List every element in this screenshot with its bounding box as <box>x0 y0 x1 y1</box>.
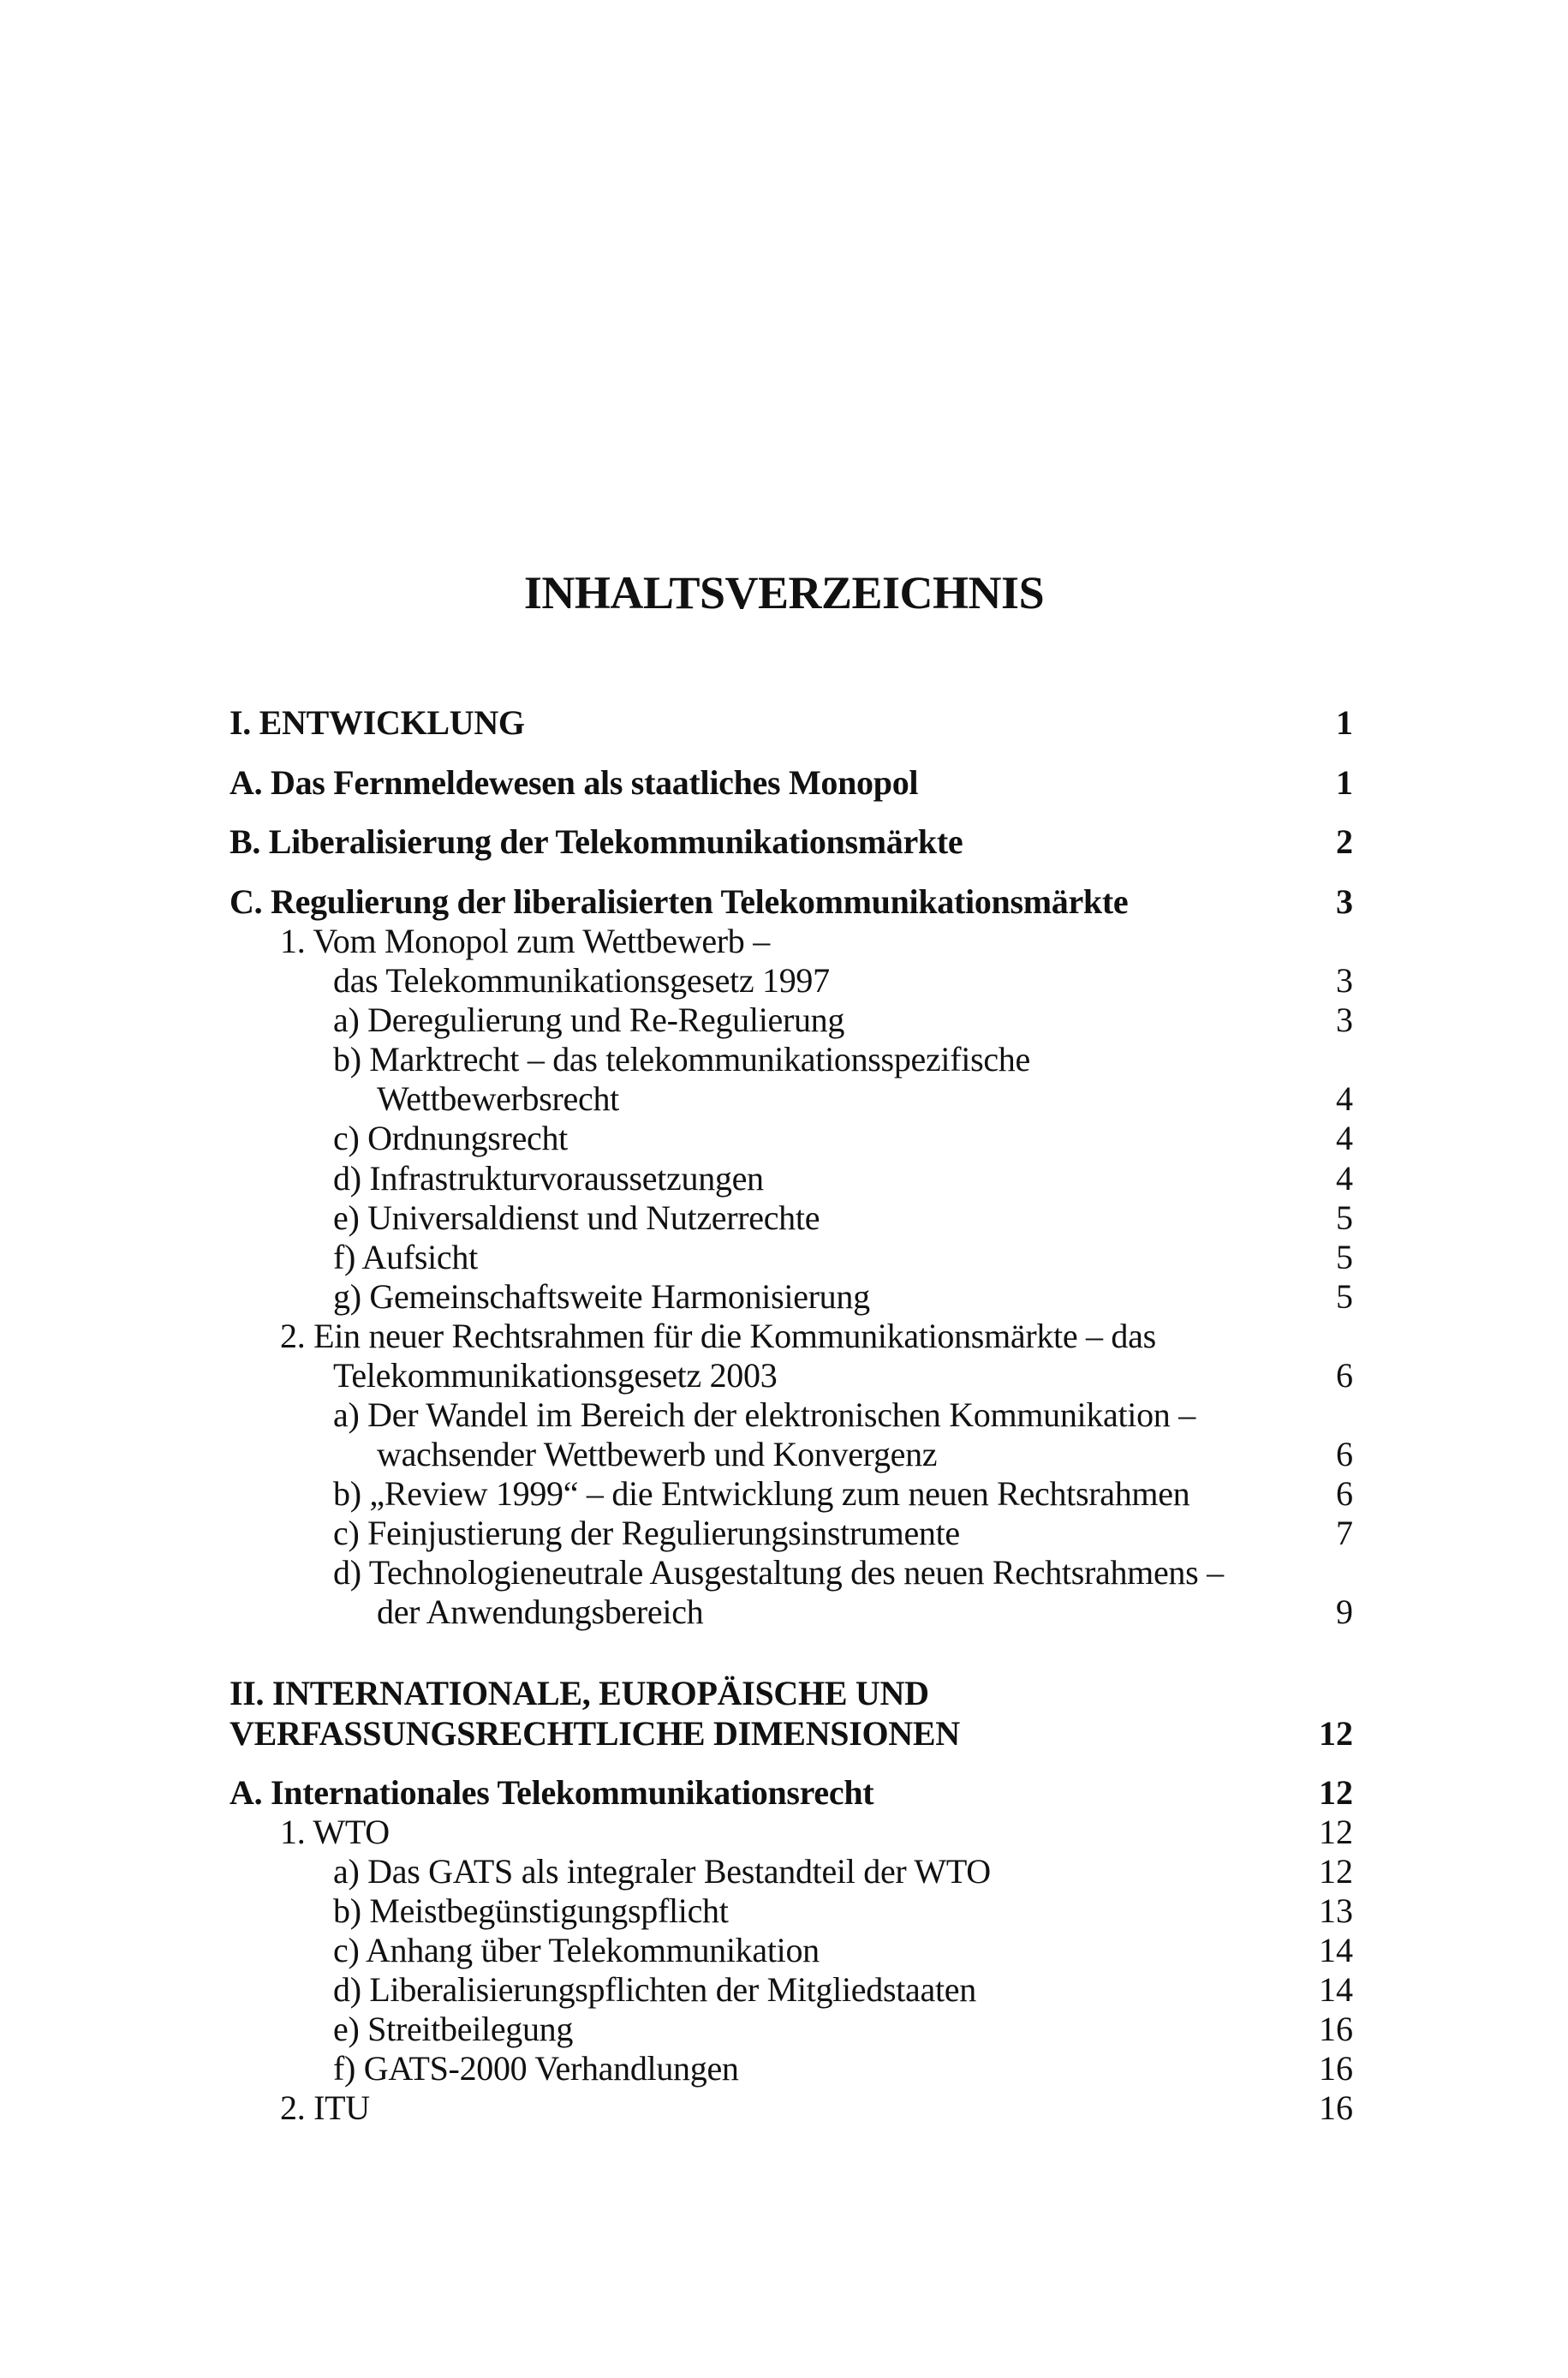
toc-entry-page: 1 <box>1336 703 1353 742</box>
toc-entry-text: Telekommunikationsgesetz 2003 <box>333 1356 778 1395</box>
toc-entry-text: A. Das Fernmeldewesen als staatliches Monopol <box>230 763 919 802</box>
toc-entry <box>230 1317 1353 1356</box>
toc-entry-page: 4 <box>1336 1119 1353 1157</box>
toc-entry-text: das Telekommunikationsgesetz 1997 <box>333 961 830 1000</box>
toc-entry <box>230 1474 1353 1514</box>
toc-entry-text: b) Marktrecht – das telekommunikationsspezifische <box>333 1040 1030 1078</box>
toc-entry <box>230 1553 1353 1592</box>
toc-entry <box>230 2010 1353 2049</box>
toc-entry-page: 4 <box>1336 1159 1353 1198</box>
toc-entry-text: A. Internationales Telekommunikationsrecht <box>230 1773 874 1812</box>
toc-entry <box>230 1970 1353 2010</box>
toc-entry-text: 1. Vom Monopol zum Wettbewerb – <box>280 922 770 960</box>
toc-entry <box>230 1674 1353 1713</box>
toc-entry-text: e) Streitbeilegung <box>333 2010 574 2048</box>
toc-entry-text: f) GATS-2000 Verhandlungen <box>333 2049 739 2088</box>
toc-entry-text: Wettbewerbsrecht <box>377 1079 619 1118</box>
toc-entry-text: g) Gemeinschaftsweite Harmonisierung <box>333 1277 870 1316</box>
toc-entry-page: 2 <box>1336 822 1353 861</box>
toc-entry-page: 16 <box>1319 2049 1353 2088</box>
toc-entry-text: der Anwendungsbereich <box>377 1592 704 1631</box>
toc-entry-page: 12 <box>1319 1852 1353 1891</box>
toc-entry-text: d) Infrastrukturvoraussetzungen <box>333 1159 764 1198</box>
toc-entry <box>230 2049 1353 2088</box>
toc-entry-page: 6 <box>1336 1435 1353 1473</box>
toc-entry-page: 12 <box>1319 1714 1353 1753</box>
toc-entry <box>230 1714 1353 1754</box>
toc-entry <box>230 1592 1353 1632</box>
toc-entry-text: a) Der Wandel im Bereich der elektronischen Kommunikation – <box>333 1395 1195 1434</box>
toc-entry <box>230 1395 1353 1435</box>
toc-entry-text: c) Anhang über Telekommunikation <box>333 1931 820 1969</box>
toc-entry-page: 3 <box>1336 961 1353 1000</box>
toc-entry-text: 2. ITU <box>280 2088 370 2127</box>
toc-entry-page: 6 <box>1336 1474 1353 1513</box>
toc-entry-page: 1 <box>1336 763 1353 802</box>
toc-entry-text: a) Das GATS als integraler Bestandteil der WTO <box>333 1852 991 1891</box>
toc-entry <box>230 1356 1353 1395</box>
toc-entry <box>230 763 1353 803</box>
toc-entry-text: II. INTERNATIONALE, EUROPÄISCHE UND <box>230 1674 929 1712</box>
toc-entry-text: f) Aufsicht <box>333 1238 478 1276</box>
toc-entry-text: wachsender Wettbewerb und Konvergenz <box>377 1435 938 1473</box>
toc-entry <box>230 1079 1353 1119</box>
toc-entry-text: B. Liberalisierung der Telekommunikationsmärkte <box>230 822 963 861</box>
toc-entry-text: 1. WTO <box>280 1813 390 1851</box>
toc-entry <box>230 703 1353 743</box>
toc-entry <box>230 1238 1353 1277</box>
toc-entry <box>230 1001 1353 1040</box>
page-title: INHALTSVERZEICHNIS <box>523 567 1045 618</box>
toc-entry-text: VERFASSUNGSRECHTLICHE DIMENSIONEN <box>230 1714 960 1753</box>
toc-entry <box>230 1198 1353 1238</box>
toc-entry <box>230 1773 1353 1813</box>
toc-entry-text: b) Meistbegünstigungspflicht <box>333 1891 729 1930</box>
toc-entry <box>230 882 1353 922</box>
toc-entry-text: a) Deregulierung und Re-Regulierung <box>333 1001 845 1039</box>
toc-entry-page: 12 <box>1319 1813 1353 1851</box>
toc-entry-page: 4 <box>1336 1079 1353 1118</box>
toc-entry-text: c) Ordnungsrecht <box>333 1119 568 1157</box>
toc-entry-page: 12 <box>1319 1773 1353 1812</box>
toc-entry-page: 3 <box>1336 882 1353 921</box>
toc-entry-text: d) Technologieneutrale Ausgestaltung des neuen Rechtsrahmens – <box>333 1553 1224 1592</box>
toc-entry <box>230 1435 1353 1474</box>
toc-entry <box>230 1813 1353 1852</box>
toc-entry <box>230 922 1353 961</box>
toc-entry-page: 16 <box>1319 2088 1353 2127</box>
toc-entry-text: e) Universaldienst und Nutzerrechte <box>333 1198 820 1237</box>
toc-entry-page: 14 <box>1319 1970 1353 2009</box>
toc-entry-page: 5 <box>1336 1238 1353 1276</box>
toc-entry-text: b) „Review 1999“ – die Entwicklung zum neuen Rechtsrahmen <box>333 1474 1190 1513</box>
toc-entry <box>230 961 1353 1001</box>
toc-entry-page: 13 <box>1319 1891 1353 1930</box>
toc-entry <box>230 1931 1353 1970</box>
toc-entry <box>230 1891 1353 1931</box>
toc-entry-page: 16 <box>1319 2010 1353 2048</box>
toc-entry <box>230 2088 1353 2128</box>
toc-entry <box>230 1852 1353 1891</box>
toc-entry <box>230 1119 1353 1158</box>
toc-entry <box>230 1040 1353 1079</box>
toc-entry-page: 7 <box>1336 1514 1353 1552</box>
toc-entry <box>230 1159 1353 1198</box>
toc-entry-page: 3 <box>1336 1001 1353 1039</box>
toc-entry-page: 5 <box>1336 1277 1353 1316</box>
toc-entry-text: C. Regulierung der liberalisierten Telekommunikationsmärkte <box>230 882 1129 921</box>
toc-entry-page: 6 <box>1336 1356 1353 1395</box>
toc-entry <box>230 1277 1353 1317</box>
toc-entry <box>230 1514 1353 1553</box>
toc-entry <box>230 822 1353 862</box>
toc-entry-text: I. ENTWICKLUNG <box>230 703 525 742</box>
toc-entry-text: 2. Ein neuer Rechtsrahmen für die Kommunikationsmärkte – das <box>280 1317 1156 1355</box>
toc-entry-page: 5 <box>1336 1198 1353 1237</box>
toc-entry-page: 9 <box>1336 1592 1353 1631</box>
toc-entry-text: c) Feinjustierung der Regulierungsinstrumente <box>333 1514 960 1552</box>
toc-entry-page: 14 <box>1319 1931 1353 1969</box>
toc-entry-text: d) Liberalisierungspflichten der Mitgliedstaaten <box>333 1970 976 2009</box>
